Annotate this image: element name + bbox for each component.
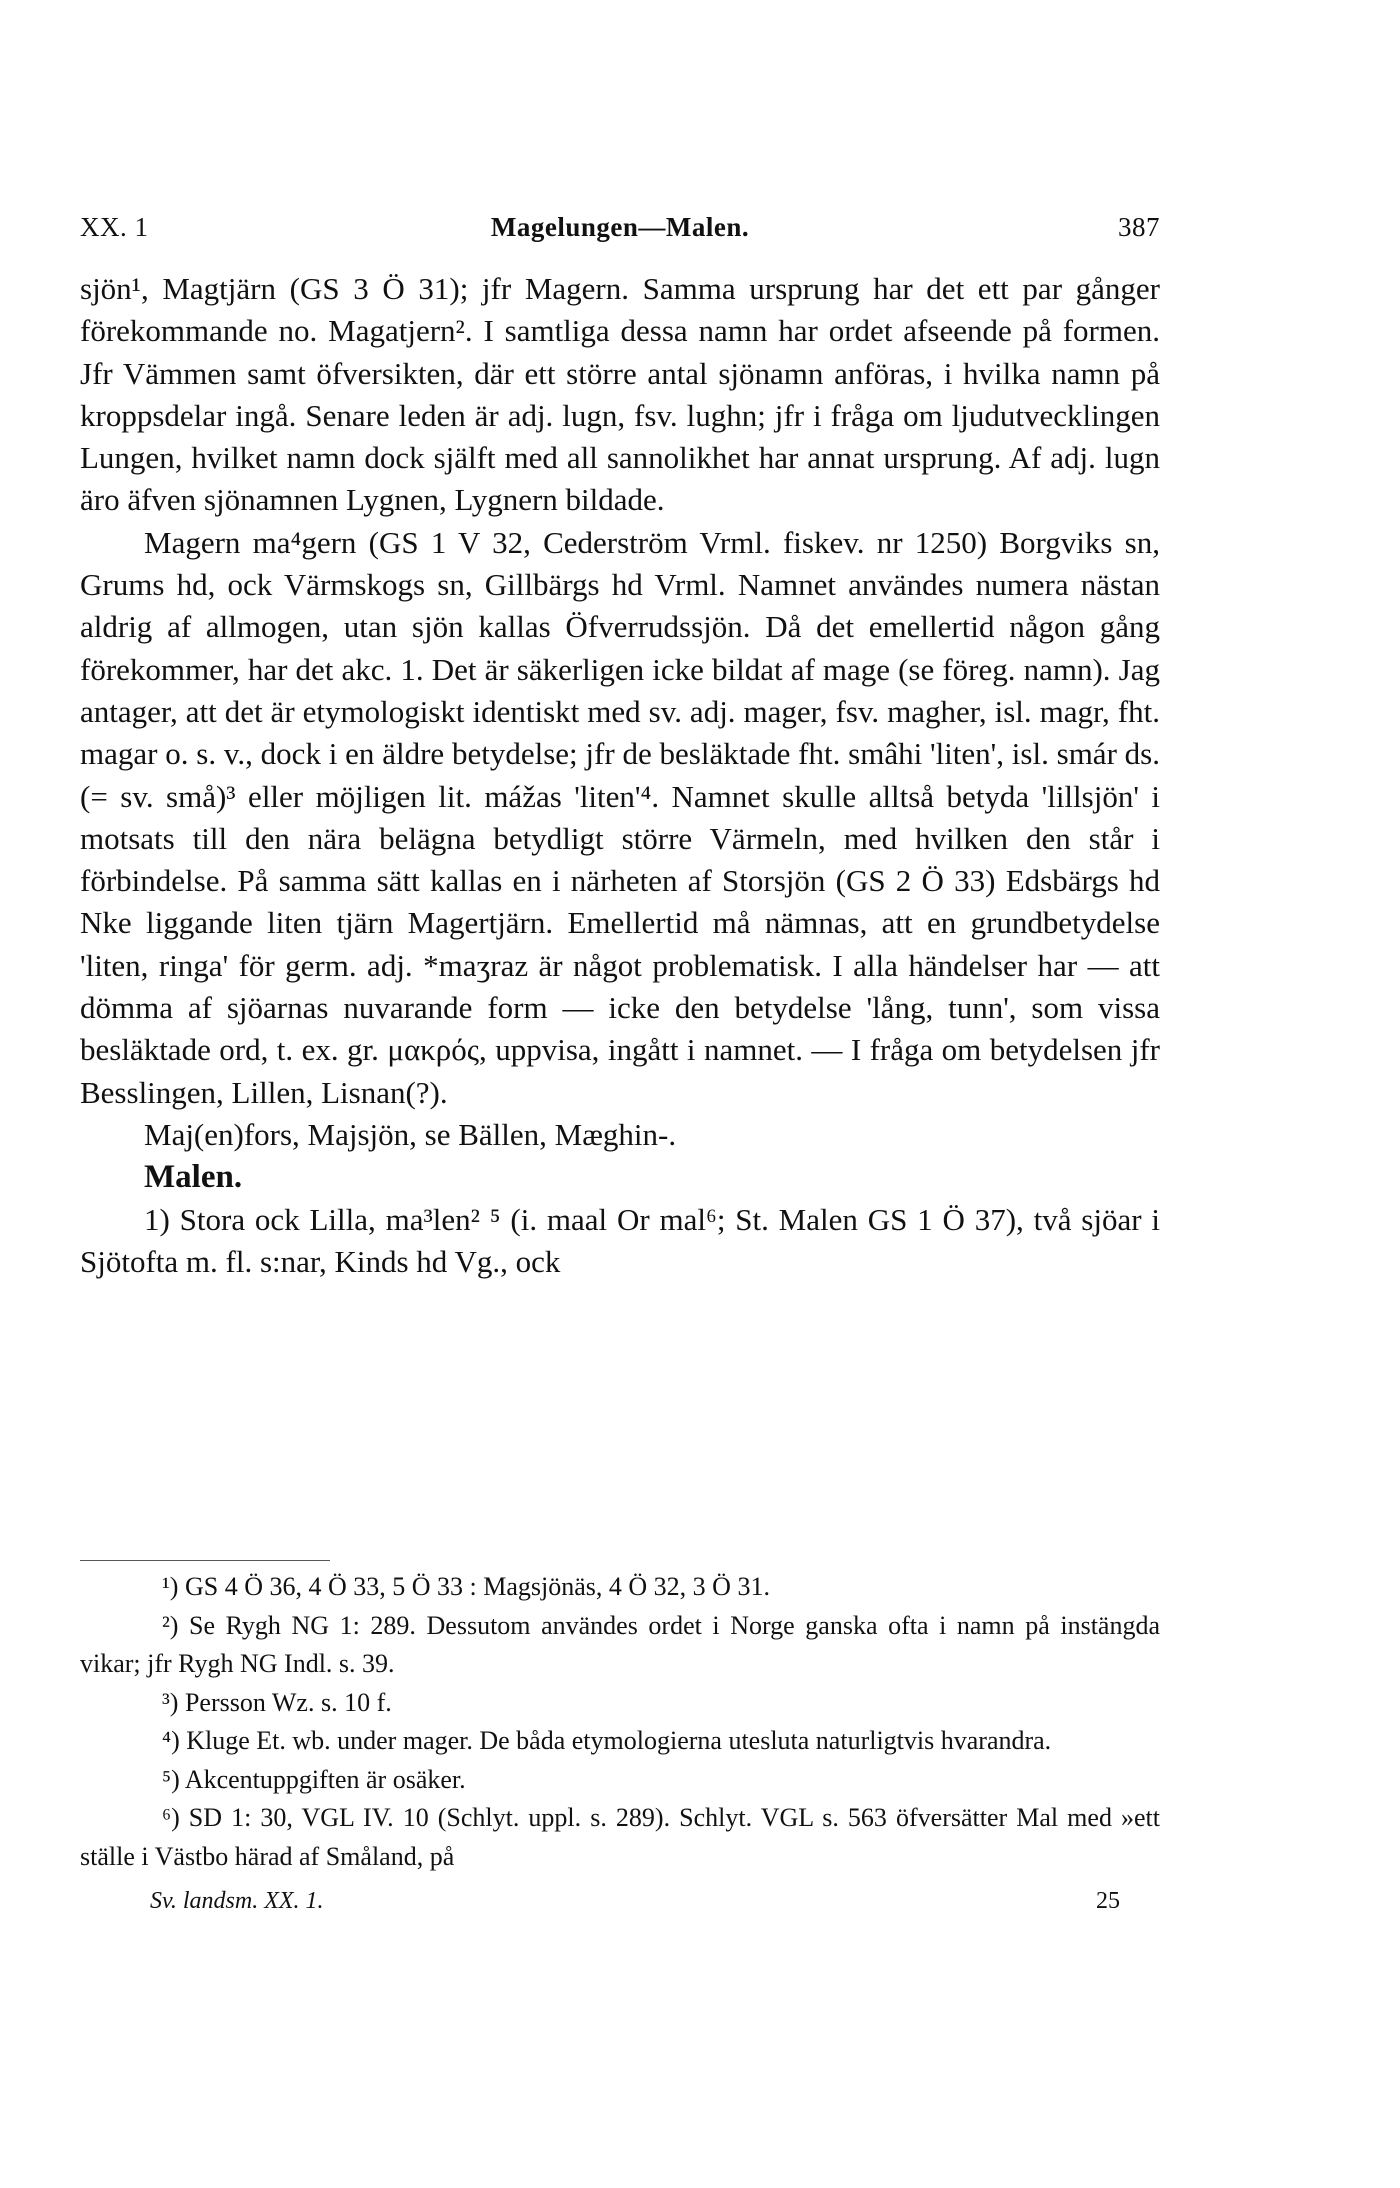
footnote-separator <box>80 1560 330 1561</box>
entry-magern: Magern ma⁴gern (GS 1 V 32, Cederström Vrml. fiskev. nr 1250) Borgviks sn, Grums hd, ock Värmskogs sn, Gillbärgs hd Vrml. Namnet användes numera nästan aldrig af allmogen, utan sjön kallas Öfverrudssjön. Då det emellertid någon gång förekommer, har det akc. 1. Det är säkerligen icke bildat af mage (se föreg. namn). Jag antager, att det är etymologiskt identiskt med sv. adj. mager, fsv. magher, isl. magr, fht. magar o. s. v., dock i en äldre betydelse; jfr de besläktade fht. smâhi 'liten', isl. smár ds. (= sv. små)³ eller möjligen lit. mážas 'liten'⁴. Namnet skulle alltså betyda 'lillsjön' i motsats till den nära belägna betydligt större Värmeln, med hvilken den står i förbindelse. På samma sätt kallas en i närheten af Storsjön (GS 2 Ö 33) Edsbärgs hd Nke liggande liten tjärn Magertjärn. Emellertid må nämnas, att en grundbetydelse 'liten, ringa' för germ. adj. *maʒraz är något problematisk. I alla händelser har — att dömma af sjöarnas nuvarande form — icke den betydelse 'lång, tunn', som vissa besläktade ord, t. ex. gr. μακρός, uppvisa, ingått i namnet. — I fråga om betydelsen jfr Besslingen, Lillen, Lisnan(?). <box>80 524 1160 1110</box>
page-title: Magelungen—Malen. <box>490 212 750 242</box>
paragraph-magtjarn: sjön¹, Magtjärn (GS 3 Ö 31); jfr Magern. Samma ursprung har det ett par gånger förekommande no. Magatjern². I samtliga dessa namn har ordet afseende på formen. Jfr Vämmen samt öfversikten, där ett större antal sjönamn anföras, i hvilka namn på kroppsdelar ingå. Senare leden är adj. lugn, fsv. lughn; jfr i fråga om ljudutvecklingen Lungen, hvilket namn dock själft med all sannolikhet har annat ursprung. Af adj. lugn äro äfven sjönamnen Lygnen, Lygnern bildade. <box>80 271 1160 518</box>
footnote-6: ⁶) SD 1: 30, VGL IV. 10 (Schlyt. uppl. s. 289). Schlyt. VGL s. 563 öfversätter Mal med »ett ställe i Västbo härad af Småland, på <box>80 1803 1160 1871</box>
main-text <box>80 268 1160 1283</box>
page-footer <box>150 1888 1160 1928</box>
entry-malen-1: 1) Stora ock Lilla, ma³len² ⁵ (i. maal Or mal⁶; St. Malen GS 1 Ö 37), två sjöar i Sjötofta m. fl. s:nar, Kinds hd Vg., ock <box>80 1201 1160 1279</box>
footer-sheet-number: 25 <box>1096 1888 1120 1914</box>
footnote-2: ²) Se Rygh NG 1: 289. Dessutom användes ordet i Norge ganska ofta i namn på instängda vikar; jfr Rygh NG Indl. s. 39. <box>80 1610 1160 1678</box>
entry-heading-malen: Malen. <box>144 1159 243 1196</box>
footnote-3: ³) Persson Wz. s. 10 f. <box>162 1687 392 1717</box>
footnote-1: ¹) GS 4 Ö 36, 4 Ö 33, 5 Ö 33 : Magsjönäs, 4 Ö 32, 3 Ö 31. <box>162 1572 770 1601</box>
running-header <box>80 212 1160 252</box>
footnote-4: ⁴) Kluge Et. wb. under mager. De båda etymologierna utesluta naturligtvis hvarandra. <box>162 1726 1052 1755</box>
footnotes <box>80 1568 1160 1876</box>
page-number: 387 <box>1118 212 1160 242</box>
entry-majenfors: Maj(en)fors, Majsjön, se Bällen, Mæghin-. <box>144 1116 677 1152</box>
footnote-5: ⁵) Akcentuppgiften är osäker. <box>162 1764 466 1794</box>
volume-label: XX. 1 <box>80 212 149 242</box>
footer-signature: Sv. landsm. XX. 1. <box>150 1888 324 1914</box>
